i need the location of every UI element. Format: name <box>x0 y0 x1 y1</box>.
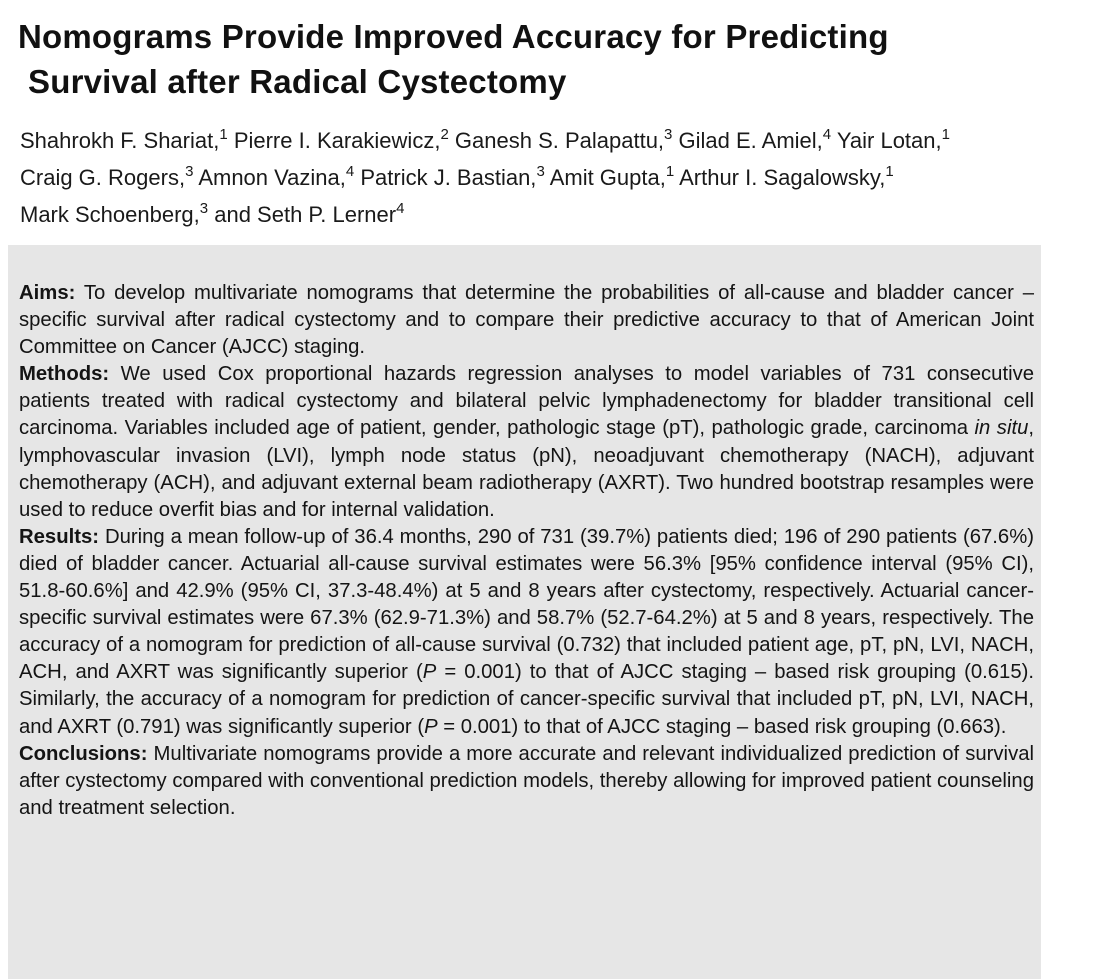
author: Arthur I. Sagalowsky,$^1$ <box>679 163 894 190</box>
conclusions-text: Multivariate nomograms provide a more accurate and relevant individualized prediction of survival after cystectomy compared with conventional prediction models, thereby allowing for improved patient counseling and treatment selection. <box>19 742 1034 819</box>
author: Shahrokh F. Shariat,$^1$ <box>20 126 228 153</box>
abstract-results <box>19 524 1034 741</box>
results-text: During a mean follow-up of 36.4 months, 290 of 731 (39.7%) patients died; 196 of 290 patients (67.6%) died of bladder cancer. Actuarial all-cause survival estimates were 56.3% [95% confidence interval (95% CI), 51.8-60.6%] and 42.9% (95% CI, 37.3-48.4%) at 5 and 8 years after cystectomy, respectively. Actuarial cancer-specific survival estimates were 67.3% (62.9-71.3%) and 58.7% (52.7-64.2%) at 5 and 8 years, respectively. The accuracy of a nomogram for prediction of all-cause survival (0.732) that included patient age, pT, pN, LVI, NACH, ACH, and AXRT was significantly superior ( <box>19 525 1034 684</box>
aims-text: To develop multivariate nomograms that determine the probabilities of all-cause and bladder cancer – specific survival after radical cystectomy and to compare their predictive accuracy to that of American Joint Committee on Cancer (AJCC) staging. <box>19 282 1034 359</box>
methods-italic: in situ <box>974 417 1029 440</box>
title-line-2: Survival after Radical Cystectomy <box>28 63 567 100</box>
abstract-methods <box>19 361 1034 524</box>
abstract-conclusions <box>19 741 1034 822</box>
author: Craig G. Rogers,$^3$ <box>20 163 194 190</box>
author: Ganesh S. Palapattu,$^3$ <box>454 126 673 153</box>
p-value-italic: P <box>422 661 437 684</box>
author-list <box>20 122 1105 233</box>
results-label: Results: <box>19 525 100 548</box>
author: Patrick J. Bastian,$^3$ <box>360 163 545 190</box>
methods-text-continued: , lymphovascular invasion (LVI), lymph node status (pN), neoadjuvant chemotherapy (NACH), adjuvant chemotherapy (ACH), and adjuvant external beam radiotherapy (AXRT). Two hundred bootstrap resamples were used to reduce overfit bias and for internal validation. <box>19 417 1035 521</box>
author: Mark Schoenberg,$^3$ <box>20 200 209 227</box>
aims-label: Aims: <box>19 282 76 304</box>
conclusions-label: Conclusions: <box>19 742 148 765</box>
author: and Seth P. Lerner$^4$ <box>214 200 405 227</box>
author: Gilad E. Amiel,$^4$ <box>678 126 832 153</box>
author: Yair Lotan,$^1$ <box>836 126 950 153</box>
author: Pierre I. Karakiewicz,$^2$ <box>233 126 449 153</box>
author: Amit Gupta,$^1$ <box>549 163 675 190</box>
paper-title <box>18 14 1098 104</box>
author: Amnon Vazina,$^4$ <box>198 163 355 190</box>
results-text-continued: = 0.001) to that of AJCC staging – based risk grouping (0.615). Similarly, the accuracy of a nomogram for prediction of cancer-specific survival that included pT, pN, LVI, NACH, and AXRT (0.791) was significantly superior ( <box>19 661 1035 738</box>
title-line-1: Nomograms Provide Improved Accuracy for Predicting <box>18 18 889 55</box>
methods-text: We used Cox proportional hazards regression analyses to model variables of 731 consecutive patients treated with radical cystectomy and bilateral pelvic lymphadenectomy for bladder transitional cell carcinoma. Variables included age of patient, gender, pathologic stage (pT), pathologic grade, carcinoma <box>19 363 1035 440</box>
p-value-italic: P <box>424 715 438 738</box>
abstract <box>19 280 1034 822</box>
methods-label: Methods: <box>19 363 110 386</box>
abstract-aims <box>19 280 1034 361</box>
results-text-end: = 0.001) to that of AJCC staging – based risk grouping (0.663). <box>437 715 1007 738</box>
